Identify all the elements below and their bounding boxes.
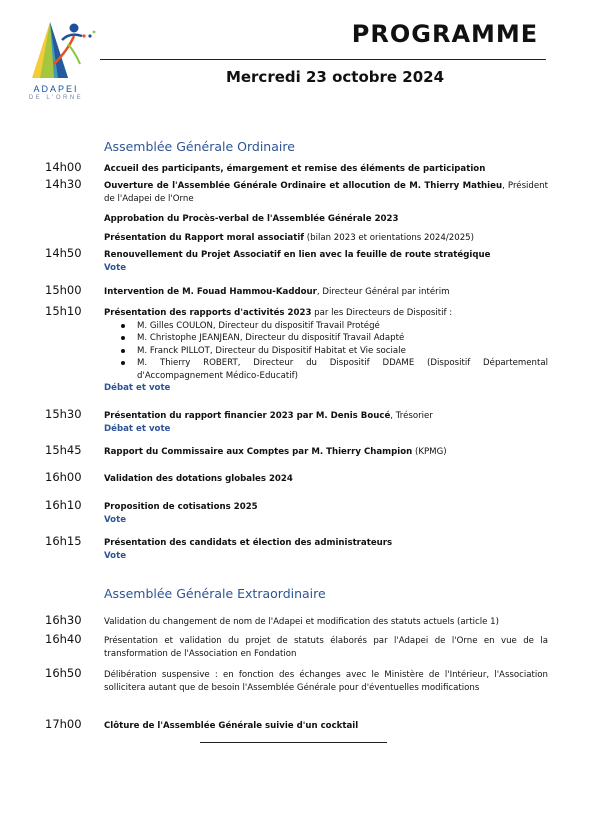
program-item-time: 15h30 [45, 407, 82, 421]
program-item-time: 15h10 [45, 304, 82, 318]
program-item-description [104, 720, 548, 733]
event-date: Mercredi 23 octobre 2024 [225, 68, 445, 86]
program-item-time: 16h30 [45, 613, 82, 627]
logo-subtitle: DE L'ORNE [28, 95, 84, 101]
program-item-description [104, 249, 548, 274]
program-item-detail: (bilan 2023 et orientations 2024/2025) [304, 233, 474, 243]
program-item-title: Présentation du rapport financier 2023 par M. Denis Boucé [104, 411, 391, 421]
program-item-description [104, 180, 548, 205]
program-item-title: Accueil des participants, émargement et remise des éléments de participation [104, 164, 486, 174]
program-item-time: 14h30 [45, 177, 82, 191]
vote-label: Débat et vote [104, 383, 171, 393]
program-item-time: 15h45 [45, 443, 82, 457]
bullet-icon [121, 361, 125, 365]
vote-label: Vote [104, 262, 127, 273]
program-item-detail: , Directeur Général par intérim [316, 287, 450, 297]
program-item-time: 14h50 [45, 246, 82, 260]
program-item-time: 16h10 [45, 498, 82, 512]
program-item-time: 16h15 [45, 534, 82, 548]
bullet-icon [121, 336, 125, 340]
program-item-detail: Validation du changement de nom de l'Adapei et modification des statuts actuels (article 1) [104, 617, 499, 627]
director-list-item [137, 345, 548, 358]
program-item-time: 17h00 [45, 717, 82, 731]
program-item-detail: Délibération suspensive : en fonction des échanges avec le Ministère de l'Intérieur, l'Association sollicitera autant que de besoin l'Assemblée Générale pour d'éventuelles modifications [104, 670, 548, 693]
logo-name: ADAPEI [33, 84, 79, 94]
program-item-title: Proposition de cotisations 2025 [104, 502, 258, 512]
vote-label: Vote [104, 550, 127, 561]
bullet-icon [121, 324, 125, 328]
director-name: M. Franck PILLOT, Directeur du Dispositif Habitat et Vie sociale [137, 345, 406, 356]
program-item-description [104, 537, 548, 562]
program-item-title: Ouverture de l'Assemblée Générale Ordinaire et allocution de M. Thierry Mathieu [104, 181, 503, 191]
program-item-description [104, 446, 548, 459]
program-item-title: Clôture de l'Assemblée Générale suivie d'un cocktail [104, 721, 359, 731]
program-item-description [104, 410, 548, 435]
director-list-item [137, 320, 548, 333]
vote-label: Vote [104, 514, 127, 525]
program-item-title: Rapport du Commissaire aux Comptes par M. Thierry Champion [104, 447, 413, 457]
director-name: M. Gilles COULON, Directeur du dispositif Travail Protégé [137, 320, 380, 331]
program-item-description [104, 473, 548, 486]
program-item-description [104, 307, 548, 395]
director-name: M. Christophe JEANJEAN, Directeur du dispositif Travail Adapté [137, 333, 405, 343]
section-extraordinary-title: Assemblée Générale Extraordinaire [104, 586, 326, 601]
program-item-time: 16h50 [45, 666, 82, 680]
program-item-time: 16h40 [45, 632, 82, 646]
director-list-item [137, 357, 548, 382]
program-item-detail: par les Directeurs de Dispositif : [311, 308, 453, 318]
program-item-title: Présentation des rapports d'activités 2023 [104, 308, 312, 318]
program-item-description [104, 635, 548, 660]
program-item-time: 15h00 [45, 283, 82, 297]
program-item-title: Présentation du Rapport moral associatif [104, 233, 305, 243]
program-item-description [104, 286, 548, 299]
page-title: PROGRAMME [351, 20, 539, 48]
program-item-description [104, 616, 548, 629]
program-item-detail: , Président de l'Adapei de l'Orne [104, 181, 548, 204]
program-item-detail: (KPMG) [412, 447, 447, 457]
program-item-detail: , Trésorier [390, 411, 433, 421]
footer-divider [200, 742, 387, 743]
section-ordinary-title: Assemblée Générale Ordinaire [104, 139, 295, 154]
program-item-description [104, 232, 548, 245]
program-item-detail: Présentation et validation du projet de statuts élaborés par l'Adapei de l'Orne en vue de la transformation de l'Association en Fondation [104, 636, 548, 659]
program-item-title: Approbation du Procès-verbal de l'Assemblée Générale 2023 [104, 214, 399, 224]
program-item-title: Intervention de M. Fouad Hammou-Kaddour [104, 287, 317, 297]
program-item-title: Validation des dotations globales 2024 [104, 474, 293, 484]
program-item-description [104, 163, 548, 176]
program-item-description [104, 669, 548, 694]
program-item-title: Présentation des candidats et élection des administrateurs [104, 538, 393, 548]
director-name: M. Thierry ROBERT, Directeur du Dispositif DDAME (Dispositif Départemental d'Accompagnement Médico-Educatif) [137, 358, 548, 381]
director-list-item [137, 332, 548, 345]
program-item-title: Renouvellement du Projet Associatif en lien avec la feuille de route stratégique [104, 250, 491, 260]
program-item-time: 16h00 [45, 470, 82, 484]
vote-label: Débat et vote [104, 423, 171, 434]
header-divider [100, 59, 546, 60]
program-item-description [104, 501, 548, 526]
director-list [104, 320, 548, 383]
bullet-icon [121, 349, 125, 353]
program-item-description [104, 213, 548, 226]
program-item-time: 14h00 [45, 160, 82, 174]
